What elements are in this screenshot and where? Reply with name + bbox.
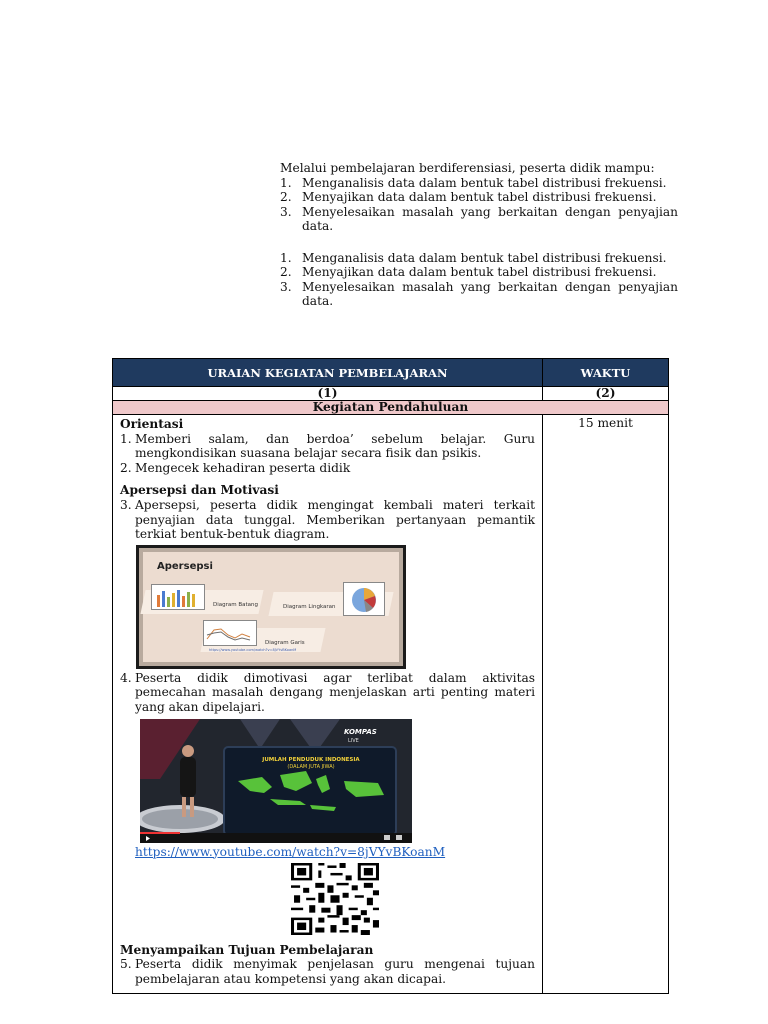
activity-cell xyxy=(113,415,543,994)
channel-logo: KOMPAS xyxy=(344,727,377,736)
item-number: 5. xyxy=(120,957,132,972)
item-number: 3. xyxy=(280,279,292,294)
slide-title: Apersepsi xyxy=(157,560,213,572)
item-number: 1. xyxy=(280,175,292,190)
label-pie: Diagram Lingkaran xyxy=(283,603,336,610)
column-number-row xyxy=(113,387,669,401)
item-text: Menyajikan data dalam bentuk tabel distribusi frekuensi. xyxy=(302,265,657,279)
apersepsi-heading: Apersepsi dan Motivasi xyxy=(120,483,279,498)
item-number: 4. xyxy=(120,670,132,685)
list-item xyxy=(120,957,535,986)
list-item xyxy=(120,432,535,461)
list-item xyxy=(120,671,535,715)
list-item xyxy=(280,280,678,309)
label-line: Diagram Garis xyxy=(265,639,305,646)
time-cell xyxy=(543,415,669,994)
section-title: Kegiatan Pendahuluan xyxy=(113,401,669,415)
item-text: Menyajikan data dalam bentuk tabel distribusi frekuensi. xyxy=(302,190,657,204)
learning-objectives xyxy=(280,161,678,309)
item-text: Peserta didik menyimak penjelasan guru mengenai tujuan pembelajaran atau kompetensi yang akan dicapai. xyxy=(135,957,535,986)
item-number: 2. xyxy=(120,460,132,475)
item-text: Menganalisis data dalam bentuk tabel distribusi frekuensi. xyxy=(302,250,667,265)
item-text: Menganalisis data dalam bentuk tabel distribusi frekuensi. xyxy=(302,175,667,190)
item-number: 2. xyxy=(280,190,292,204)
header-activity: URAIAN KEGIATAN PEMBELAJARAN xyxy=(113,359,543,387)
map-title: JUMLAH PENDUDUK INDONESIA xyxy=(262,756,360,763)
slide-source: https://www.youtube.com/watch?v=8jVYvBKoanM xyxy=(209,648,297,653)
section-row xyxy=(113,401,669,415)
objectives-list-1 xyxy=(280,176,678,234)
item-number: 3. xyxy=(280,204,292,219)
list-item xyxy=(280,265,678,280)
apersepsi-slide-image xyxy=(136,545,406,669)
item-text: Memberi salam, dan berdoa’ sebelum belajar. Guru mengkondisikan suasana belajar secara fisik dan psikis. xyxy=(135,431,535,461)
objectives-lead: Melalui pembelajaran berdiferensiasi, peserta didik mampu: xyxy=(280,161,655,175)
list-item xyxy=(120,461,535,476)
item-number: 1. xyxy=(280,250,292,265)
tujuan-heading: Menyampaikan Tujuan Pembelajaran xyxy=(120,942,374,957)
item-text: Menyelesaikan masalah yang berkaitan dengan penyajian data. xyxy=(302,279,678,308)
item-text: Mengecek kehadiran peserta didik xyxy=(135,460,351,475)
list-item xyxy=(280,190,678,205)
item-text: Apersepsi, peserta didik mengingat kembali materi terkait penyajian data tunggal. Memberikan pertanyaan pemantik terkiat bentuk-bentuk diagram. xyxy=(135,497,535,542)
duration: 15 menit xyxy=(578,416,633,430)
activity-table xyxy=(112,358,669,994)
item-text: Menyelesaikan masalah yang berkaitan dengan penyajian data. xyxy=(302,204,678,233)
pie-chart-thumbnail xyxy=(343,582,385,616)
header-time: WAKTU xyxy=(543,359,669,387)
youtube-link[interactable]: https://www.youtube.com/watch?v=8jVYvBKoanM xyxy=(135,844,446,859)
list-item xyxy=(280,251,678,266)
line-chart-thumbnail xyxy=(203,620,257,646)
objectives-list-2 xyxy=(280,251,678,309)
list-item xyxy=(280,205,678,234)
item-number: 2. xyxy=(280,265,292,279)
orientasi-heading: Orientasi xyxy=(120,417,184,431)
table-header-row xyxy=(113,359,669,387)
item-text: Peserta didik dimotivasi agar terlibat dalam aktivitas pemecahan masalah dengang menjelaskan arti penting materi yang akan dipelajari. xyxy=(135,670,535,714)
map-subtitle: (DALAM JUTA JIWA) xyxy=(287,763,335,770)
qr-code xyxy=(291,863,379,935)
item-number: 3. xyxy=(120,497,132,512)
channel-logo-sub: LIVE xyxy=(348,737,359,744)
presenter xyxy=(180,757,196,797)
list-item xyxy=(280,176,678,191)
label-bar: Diagram Batang xyxy=(213,601,259,608)
content-row xyxy=(113,415,669,994)
column-number-2: (2) xyxy=(543,387,669,401)
video-thumbnail[interactable] xyxy=(140,719,412,843)
column-number-1: (1) xyxy=(113,387,543,401)
item-number: 1. xyxy=(120,431,132,446)
list-item xyxy=(120,498,535,542)
bar-chart-thumbnail xyxy=(151,584,205,610)
